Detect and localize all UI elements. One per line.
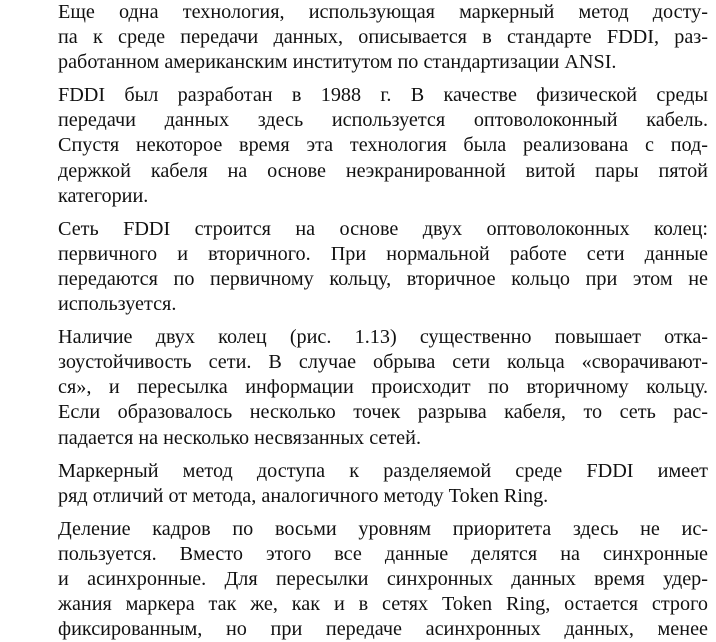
paragraph-fddi-rings (24, 217, 708, 317)
text-line: держкой кабеля на основе неэкранированной витой пары пятой (58, 159, 708, 182)
paragraph-token-method (24, 459, 708, 509)
paragraph-fddi-intro (24, 0, 708, 75)
text-line: Сеть FDDI строится на основе двух оптоволоконных колец: (58, 217, 708, 240)
text-line: Наличие двух колец (рис. 1.13) существенно повышает отка- (58, 326, 708, 349)
text-line: пользуется. Вместо этого все данные делятся на синхронные (58, 542, 708, 565)
text-line: фиксированным, но при передаче асинхронных данных, менее (58, 618, 708, 641)
text-line: падается на несколько несвязанных сетей. (58, 426, 421, 449)
text-line: передачи данных здесь используется оптоволоконный кабель. (58, 109, 708, 132)
text-line: FDDI был разработан в 1988 г. В качестве физической среды (58, 84, 708, 107)
text-line: Маркерный метод доступа к разделяемой среде FDDI имеет (58, 459, 708, 482)
paragraph-fddi-history (24, 83, 708, 208)
text-line: категории. (58, 184, 149, 207)
text-line: зоустойчивость сети. В случае обрыва сети кольца «сворачивают- (58, 351, 708, 374)
text-line: работанном американским институтом по стандартизации ANSI. (58, 51, 617, 74)
text-line: первичного и вторичного. При нормальной работе сети данные (58, 242, 708, 265)
text-line: Деление кадров по восьми уровням приоритета здесь не ис- (58, 517, 708, 540)
paragraph-fault-tolerance (24, 325, 708, 450)
text-line: ся», и пересылка информации происходит по вторичному кольцу. (58, 376, 708, 399)
text-line: Если образовалось несколько точек разрыва кабеля, то сеть рас- (58, 401, 708, 424)
paragraph-priority-levels (24, 517, 708, 642)
text-line: используется. (58, 293, 177, 316)
text-line: и асинхронные. Для пересылки синхронных данных время удер- (58, 567, 708, 590)
text-line: передаются по первичному кольцу, вторичное кольцо при этом не (58, 267, 708, 290)
text-line: па к среде передачи данных, описывается в стандарте FDDI, раз- (58, 26, 708, 49)
text-line: Еще одна технология, использующая маркерный метод досту- (58, 1, 708, 23)
text-line: Спустя некоторое время эта технология была реализована с под- (58, 134, 708, 157)
text-line: жания маркера так же, как и в сетях Token Ring, остается строго (58, 593, 708, 616)
text-line: ряд отличий от метода, аналогичного методу Token Ring. (58, 484, 549, 507)
